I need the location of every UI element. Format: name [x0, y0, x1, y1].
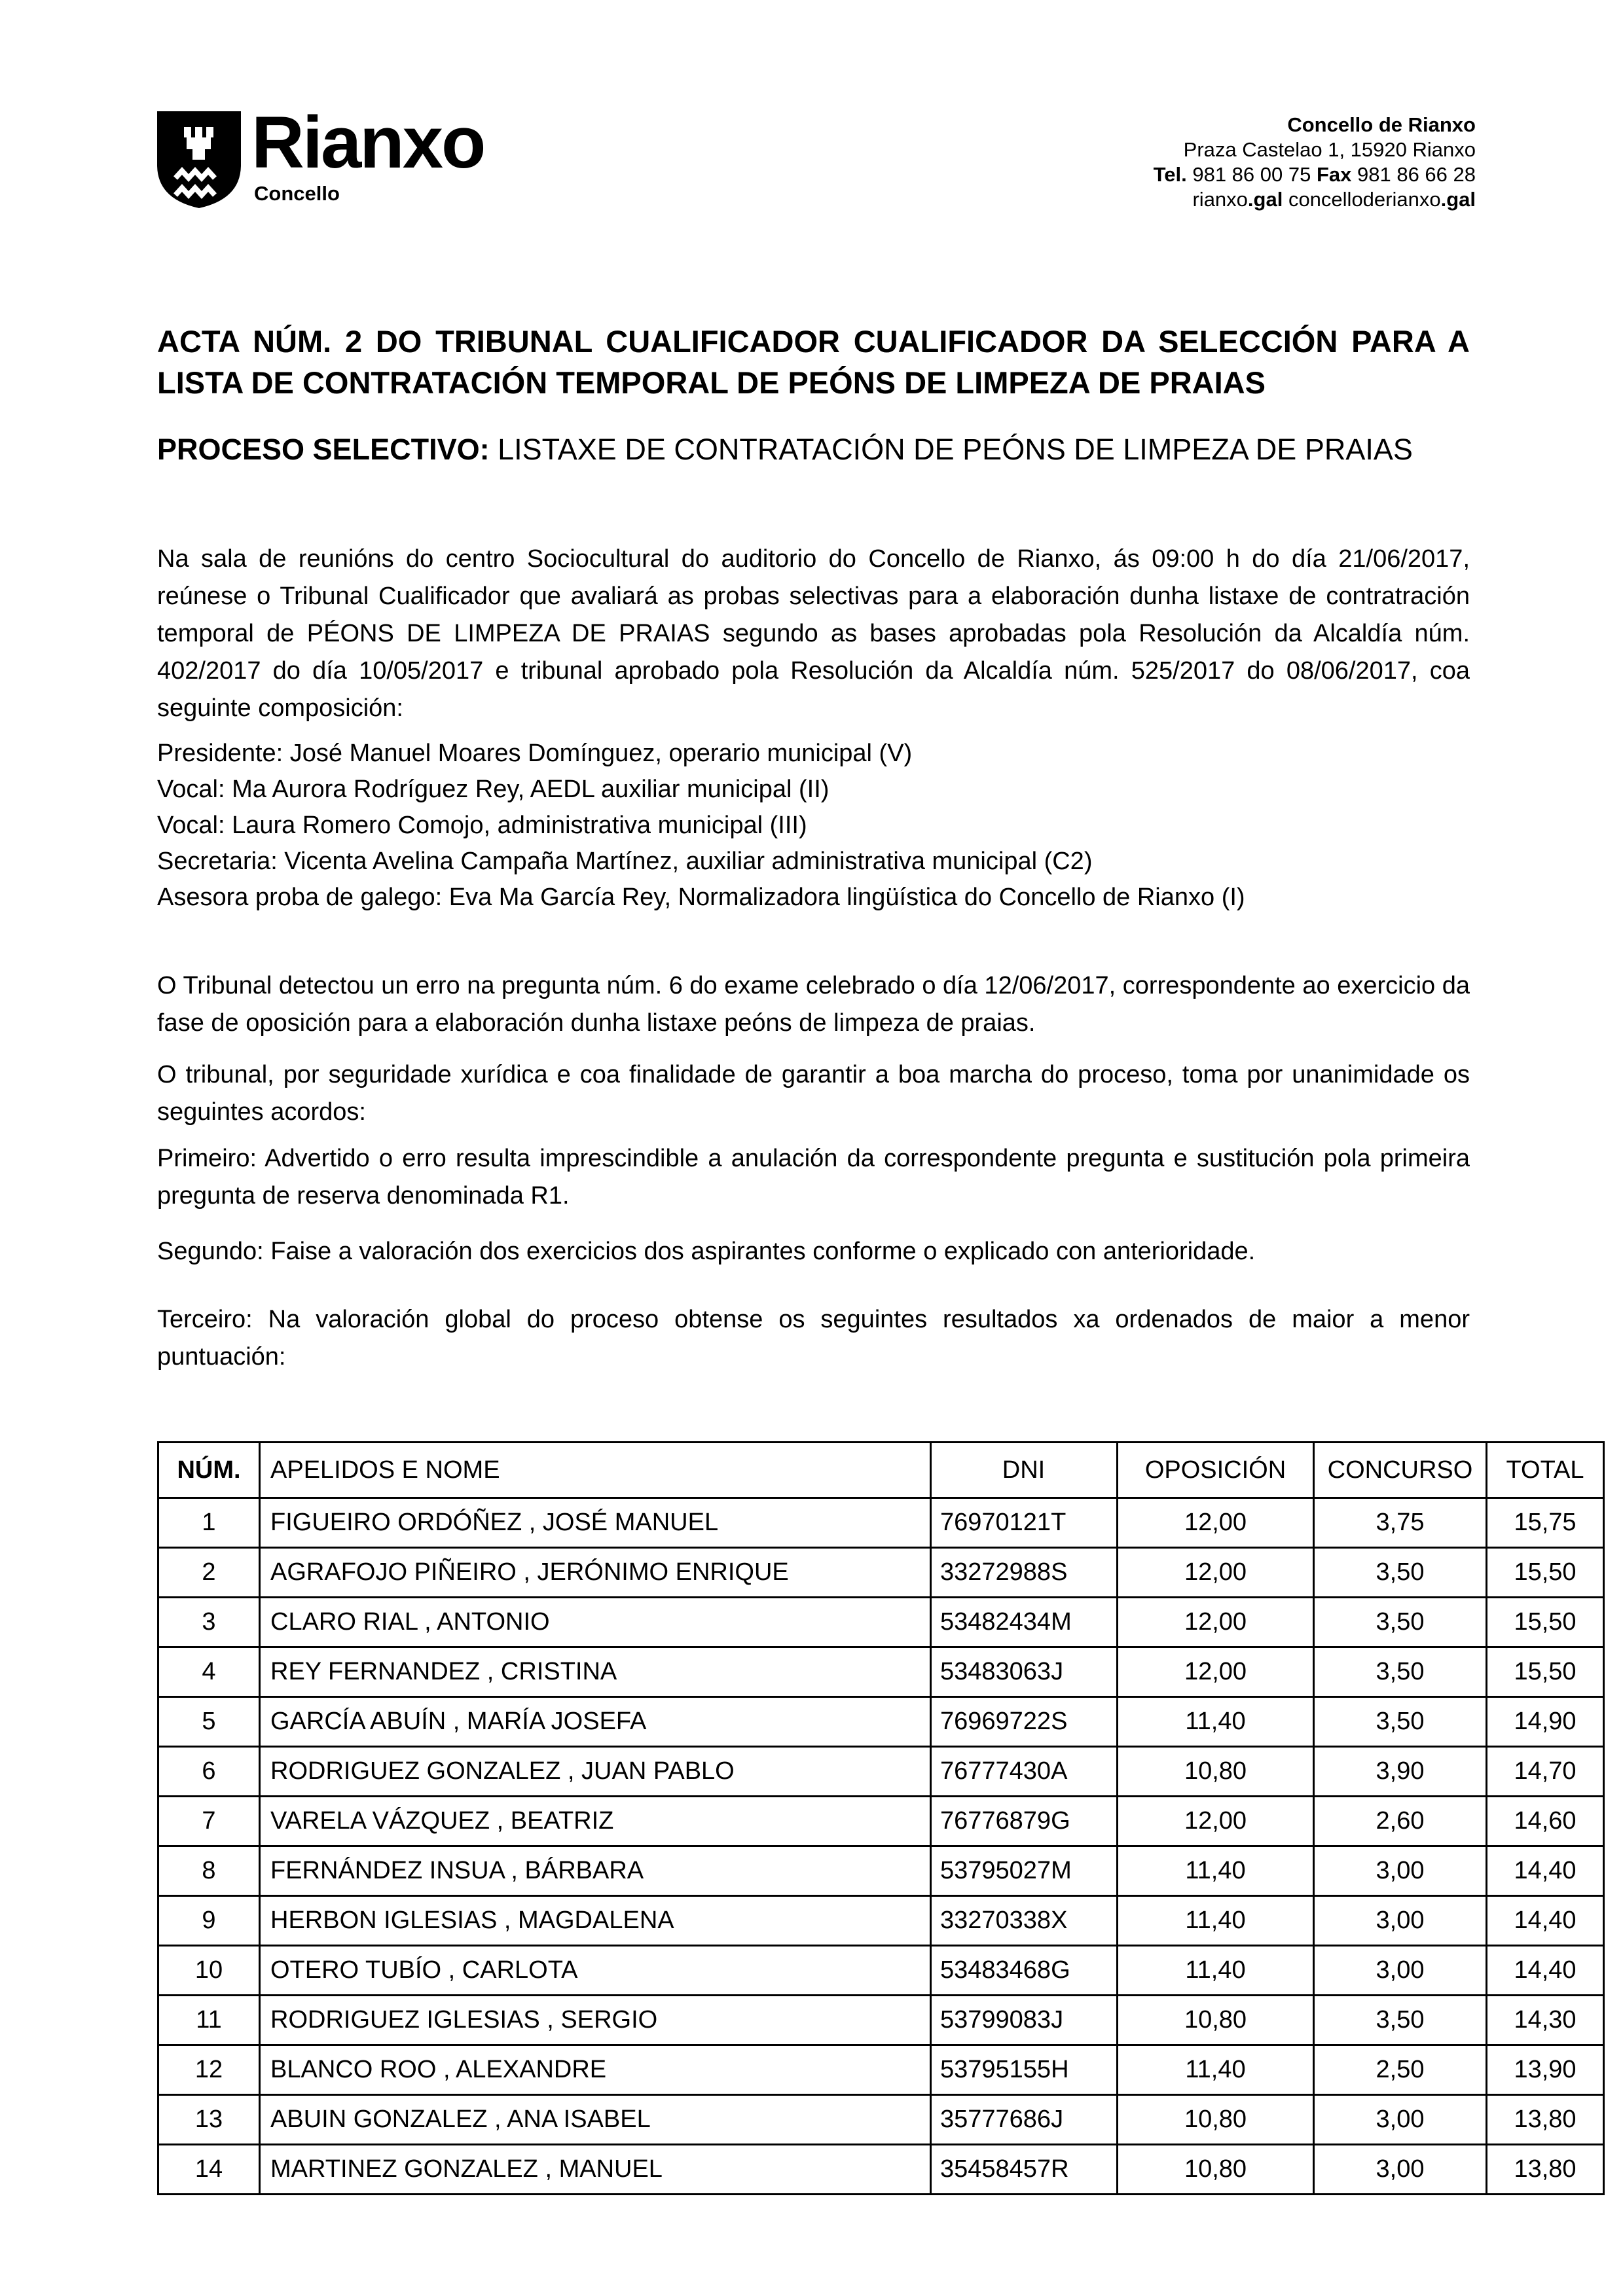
proceso-selectivo-label: PROCESO SELECTIVO:	[157, 433, 490, 466]
paragraph-primeiro: Primeiro: Advertido o erro resulta imprescindible a anulación da correspondente pregunta e sustitución pola primeira pregunta de reserva denominada R1.	[157, 1145, 1470, 1210]
cell-num: 11	[158, 1996, 260, 2045]
cell-apelidos-nome: VARELA VÁZQUEZ , BEATRIZ	[260, 1797, 931, 1846]
cell-oposicion: 12,00	[1118, 1598, 1314, 1647]
cell-apelidos-nome: GARCÍA ABUÍN , MARÍA JOSEFA	[260, 1697, 931, 1747]
cell-oposicion: 10,80	[1118, 1996, 1314, 2045]
cell-total: 15,50	[1487, 1548, 1604, 1598]
proceso-selectivo-line	[157, 429, 1470, 470]
table-row	[158, 1846, 1604, 1896]
cell-total: 13,80	[1487, 2145, 1604, 2195]
table-row	[158, 1548, 1604, 1598]
cell-dni: 76777430A	[931, 1747, 1118, 1797]
cell-total: 14,40	[1487, 1946, 1604, 1996]
cell-dni: 53795155H	[931, 2045, 1118, 2095]
paragraph-segundo: Segundo: Faise a valoración dos exercicios dos aspirantes conforme o explicado con anterioridade.	[157, 1238, 1256, 1265]
cell-total: 14,90	[1487, 1697, 1604, 1747]
table-row	[158, 1946, 1604, 1996]
cell-num: 9	[158, 1896, 260, 1946]
cell-num: 6	[158, 1747, 260, 1797]
cell-concurso: 3,90	[1314, 1747, 1487, 1797]
tel-number: 981 86 00 75	[1186, 163, 1317, 186]
cell-num: 10	[158, 1946, 260, 1996]
cell-dni: 33272988S	[931, 1548, 1118, 1598]
cell-oposicion: 10,80	[1118, 2145, 1314, 2195]
paragraph-erro: O Tribunal detectou un erro na pregunta núm. 6 do exame celebrado o día 12/06/2017, correspondente ao exercicio da fase de oposición para a elaboración dunha listaxe peóns de limpeza de praias.	[157, 972, 1470, 1037]
composition-secretaria: Secretaria: Vicenta Avelina Campaña Martínez, auxiliar administrativa municipal (C2)	[157, 848, 1093, 875]
table-row	[158, 1896, 1604, 1946]
cell-dni: 33270338X	[931, 1896, 1118, 1946]
composition-asesora: Asesora proba de galego: Eva Ma García Rey, Normalizadora lingüística do Concello de Rianxo (I)	[157, 884, 1245, 911]
cell-apelidos-nome: MARTINEZ GONZALEZ , MANUEL	[260, 2145, 931, 2195]
composition-presidente: Presidente: José Manuel Moares Domínguez, operario municipal (V)	[157, 740, 913, 767]
logo-name: Rianxo	[251, 101, 484, 183]
cell-oposicion: 11,40	[1118, 1697, 1314, 1747]
letterhead-web-line	[1154, 187, 1476, 212]
cell-dni: 53483063J	[931, 1647, 1118, 1697]
cell-oposicion: 12,00	[1118, 1498, 1314, 1548]
cell-apelidos-nome: ABUIN GONZALEZ , ANA ISABEL	[260, 2095, 931, 2145]
rianxo-shield-icon	[156, 110, 242, 209]
letterhead-address: Praza Castelao 1, 15920 Rianxo	[1183, 138, 1476, 161]
cell-total: 14,30	[1487, 1996, 1604, 2045]
cell-total: 14,40	[1487, 1846, 1604, 1896]
cell-concurso: 3,50	[1314, 1548, 1487, 1598]
web2-tld: .gal	[1440, 188, 1476, 211]
cell-num: 3	[158, 1598, 260, 1647]
cell-total: 15,50	[1487, 1598, 1604, 1647]
cell-concurso: 3,00	[1314, 1946, 1487, 1996]
cell-oposicion: 12,00	[1118, 1797, 1314, 1846]
web1-name: rianxo	[1192, 188, 1248, 211]
cell-dni: 35777686J	[931, 2095, 1118, 2145]
header-total: TOTAL	[1487, 1443, 1604, 1498]
table-row	[158, 1697, 1604, 1747]
composition-vocal-2: Vocal: Laura Romero Comojo, administrativa municipal (III)	[157, 812, 807, 839]
cell-concurso: 3,00	[1314, 2095, 1487, 2145]
header-oposicion: OPOSICIÓN	[1118, 1443, 1314, 1498]
results-table	[157, 1441, 1605, 2195]
cell-oposicion: 10,80	[1118, 1747, 1314, 1797]
table-header-row	[158, 1443, 1604, 1498]
header-apelidos-nome: APELIDOS E NOME	[260, 1443, 931, 1498]
fax-label: Fax	[1316, 163, 1352, 186]
cell-dni: 76969722S	[931, 1697, 1118, 1747]
cell-total: 15,75	[1487, 1498, 1604, 1548]
cell-concurso: 3,00	[1314, 1896, 1487, 1946]
cell-concurso: 3,50	[1314, 1996, 1487, 2045]
cell-concurso: 3,50	[1314, 1598, 1487, 1647]
cell-num: 8	[158, 1846, 260, 1896]
cell-oposicion: 12,00	[1118, 1548, 1314, 1598]
cell-num: 2	[158, 1548, 260, 1598]
cell-apelidos-nome: HERBON IGLESIAS , MAGDALENA	[260, 1896, 931, 1946]
fax-number: 981 86 66 28	[1351, 163, 1476, 186]
cell-concurso: 3,50	[1314, 1647, 1487, 1697]
cell-total: 13,80	[1487, 2095, 1604, 2145]
table-row	[158, 2145, 1604, 2195]
cell-concurso: 2,50	[1314, 2045, 1487, 2095]
table-row	[158, 1797, 1604, 1846]
tribunal-composition	[157, 736, 1470, 916]
results-table-container	[157, 1441, 1605, 2195]
logo-text	[251, 101, 484, 206]
cell-num: 1	[158, 1498, 260, 1548]
cell-total: 14,70	[1487, 1747, 1604, 1797]
cell-concurso: 3,00	[1314, 1846, 1487, 1896]
document-title: ACTA NÚM. 2 DO TRIBUNAL CUALIFICADOR CUALIFICADOR DA SELECCIÓN PARA A LISTA DE CONTRATACIÓN TEMPORAL DE PEÓNS DE LIMPEZA DE PRAIAS	[157, 324, 1470, 400]
cell-total: 13,90	[1487, 2045, 1604, 2095]
cell-num: 7	[158, 1797, 260, 1846]
cell-dni: 53795027M	[931, 1846, 1118, 1896]
cell-concurso: 2,60	[1314, 1797, 1487, 1846]
cell-concurso: 3,75	[1314, 1498, 1487, 1548]
cell-oposicion: 11,40	[1118, 1846, 1314, 1896]
table-row	[158, 2095, 1604, 2145]
cell-concurso: 3,00	[1314, 2145, 1487, 2195]
cell-apelidos-nome: FERNÁNDEZ INSUA , BÁRBARA	[260, 1846, 931, 1896]
table-row	[158, 1598, 1604, 1647]
paragraph-terceiro: Terceiro: Na valoración global do proceso obtense os seguintes resultados xa ordenados de maior a menor puntuación:	[157, 1306, 1470, 1371]
cell-total: 14,40	[1487, 1896, 1604, 1946]
cell-dni: 53482434M	[931, 1598, 1118, 1647]
table-row	[158, 1647, 1604, 1697]
cell-oposicion: 12,00	[1118, 1647, 1314, 1697]
cell-apelidos-nome: OTERO TUBÍO , CARLOTA	[260, 1946, 931, 1996]
cell-num: 14	[158, 2145, 260, 2195]
cell-oposicion: 11,40	[1118, 2045, 1314, 2095]
header-concurso: CONCURSO	[1314, 1443, 1487, 1498]
cell-apelidos-nome: AGRAFOJO PIÑEIRO , JERÓNIMO ENRIQUE	[260, 1548, 931, 1598]
table-row	[158, 2045, 1604, 2095]
cell-oposicion: 11,40	[1118, 1946, 1314, 1996]
letterhead-phone-line	[1154, 162, 1476, 187]
cell-apelidos-nome: FIGUEIRO ORDÓÑEZ , JOSÉ MANUEL	[260, 1498, 931, 1548]
paragraph-acordos: O tribunal, por seguridade xurídica e coa finalidade de garantir a boa marcha do proceso, toma por unanimidade os seguintes acordos:	[157, 1061, 1470, 1126]
table-row	[158, 1498, 1604, 1548]
table-row	[158, 1996, 1604, 2045]
cell-dni: 53799083J	[931, 1996, 1118, 2045]
letterhead	[1154, 113, 1476, 212]
cell-total: 14,60	[1487, 1797, 1604, 1846]
cell-dni: 53483468G	[931, 1946, 1118, 1996]
cell-concurso: 3,50	[1314, 1697, 1487, 1747]
cell-apelidos-nome: RODRIGUEZ GONZALEZ , JUAN PABLO	[260, 1747, 931, 1797]
logo-subtitle: Concello	[254, 182, 340, 205]
cell-num: 12	[158, 2045, 260, 2095]
web1-tld: .gal	[1247, 188, 1283, 211]
paragraph-intro: Na sala de reunións do centro Sociocultural do auditorio do Concello de Rianxo, ás 09:00 h do día 21/06/2017, reúnese o Tribunal Cualificador que avaliará as probas selectivas para a elaboración dunha listaxe de contratración temporal de PÉONS DE LIMPEZA DE PRAIAS segundo as bases aprobadas pola Resolución da Alcaldía núm. 402/2017 do día 10/05/2017 e tribunal aprobado pola Resolución da Alcaldía núm. 525/2017 do 08/06/2017, coa seguinte composición:	[157, 545, 1470, 722]
letterhead-org: Concello de Rianxo	[1287, 113, 1476, 136]
cell-apelidos-nome: BLANCO ROO , ALEXANDRE	[260, 2045, 931, 2095]
cell-num: 5	[158, 1697, 260, 1747]
web2-name: concelloderianxo	[1283, 188, 1441, 211]
cell-oposicion: 11,40	[1118, 1896, 1314, 1946]
tel-label: Tel.	[1153, 163, 1187, 186]
cell-dni: 76970121T	[931, 1498, 1118, 1548]
cell-apelidos-nome: CLARO RIAL , ANTONIO	[260, 1598, 931, 1647]
composition-vocal-1: Vocal: Ma Aurora Rodríguez Rey, AEDL auxiliar municipal (II)	[157, 776, 830, 803]
cell-num: 4	[158, 1647, 260, 1697]
cell-dni: 35458457R	[931, 2145, 1118, 2195]
header-dni: DNI	[931, 1443, 1118, 1498]
cell-oposicion: 10,80	[1118, 2095, 1314, 2145]
cell-dni: 76776879G	[931, 1797, 1118, 1846]
cell-apelidos-nome: REY FERNANDEZ , CRISTINA	[260, 1647, 931, 1697]
cell-num: 13	[158, 2095, 260, 2145]
rianxo-logo	[156, 101, 484, 209]
table-row	[158, 1747, 1604, 1797]
cell-apelidos-nome: RODRIGUEZ IGLESIAS , SERGIO	[260, 1996, 931, 2045]
header-num: NÚM.	[158, 1443, 260, 1498]
proceso-selectivo-rest: LISTAXE DE CONTRATACIÓN DE PEÓNS DE LIMPEZA DE PRAIAS	[489, 433, 1413, 466]
cell-total: 15,50	[1487, 1647, 1604, 1697]
